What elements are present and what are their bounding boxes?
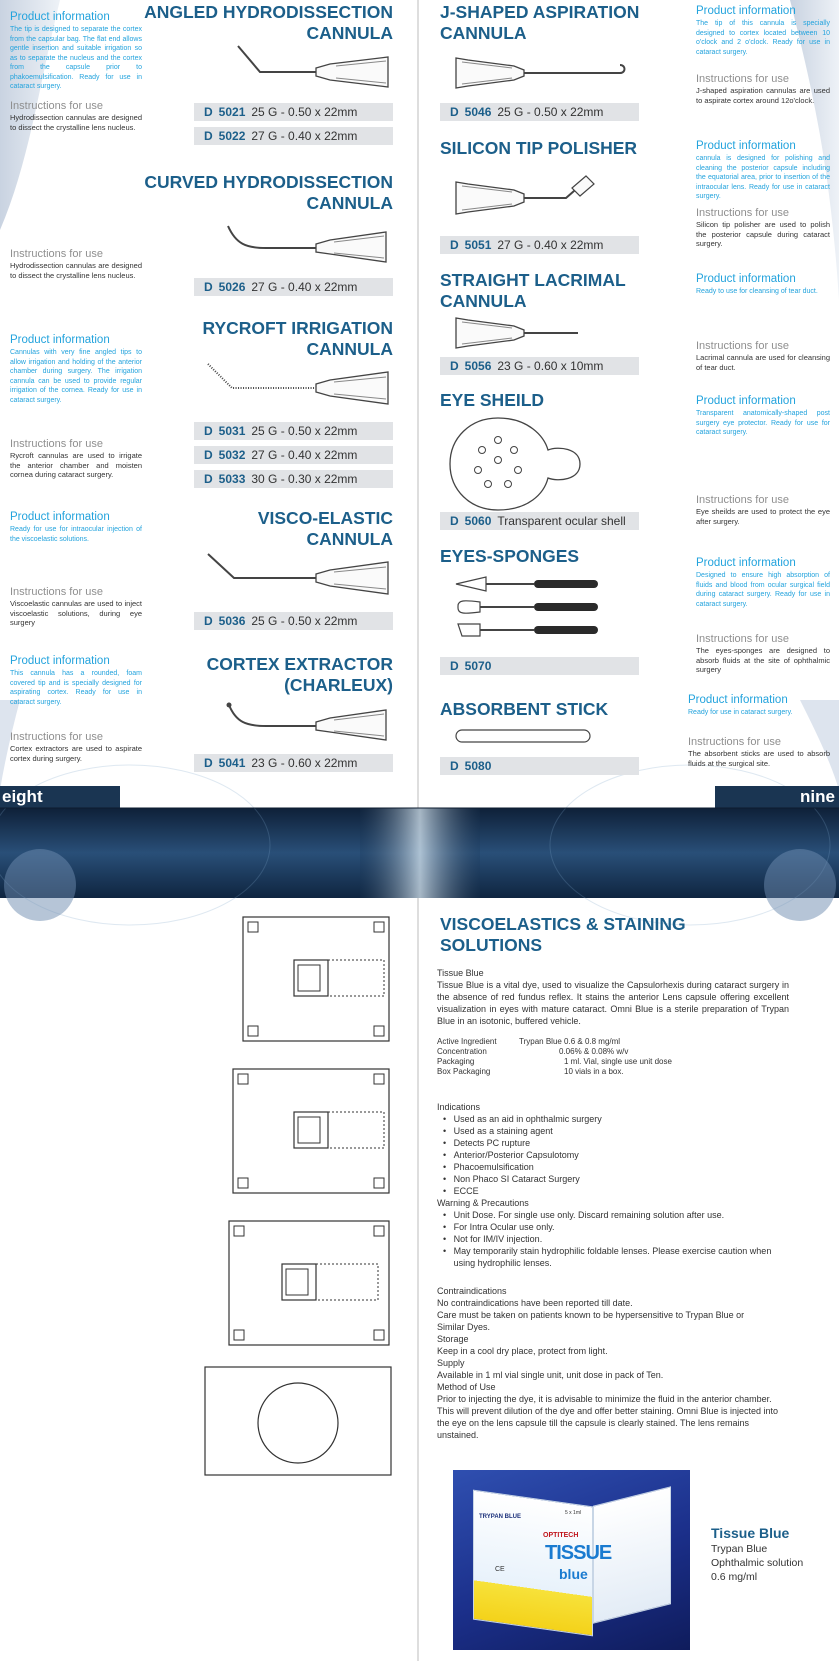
code-row: D 5080: [440, 757, 639, 775]
cortex-title-line2: (CHARLEUX): [284, 675, 393, 695]
indications-block: [437, 1101, 797, 1269]
box-word-tissue: TISSUE: [545, 1542, 612, 1564]
jshaped-iu-text: J-shaped aspiration cannulas are used to aspirate cortex around 12o'clock.: [696, 86, 830, 105]
visco-title-line2: CANNULA: [306, 529, 393, 549]
curved-title-line1: CURVED HYDRODISSECTION: [144, 172, 393, 192]
spec-table: [437, 1037, 757, 1077]
silicon-pi-text: cannula is designed for polishing and cleaning the posterior capsule including the equatorial area, prior to insertion of the intraocular lens. Ready for use in cataract surgery.: [696, 155, 830, 200]
visco-title-line1: VISCO-ELASTIC: [257, 508, 393, 528]
blister-pack-diagram-1: [242, 916, 390, 1042]
angled-iu-heading: Instructions for use: [10, 100, 103, 112]
code-row: D 5051 27 G - 0.40 x 22mm: [440, 236, 639, 254]
jshaped-iu-heading: Instructions for use: [696, 73, 789, 85]
code-row: D 5022 27 G - 0.40 x 22mm: [194, 127, 393, 145]
rycroft-iu-text: Rycroft cannulas are used to irrigate the anterior chamber and moisten cornea during cataract surgery.: [10, 451, 142, 479]
curved-title-line2: CANNULA: [306, 193, 393, 213]
cortex-iu-heading: Instructions for use: [10, 731, 103, 743]
list-item: • Detects PC rupture: [443, 1138, 531, 1148]
stick-pi-heading: Product information: [688, 694, 788, 706]
cortex-title: [140, 654, 393, 696]
jshaped-title-line1: J-SHAPED ASPIRATION: [440, 2, 640, 22]
absorbent-stick-illustration: [454, 728, 594, 744]
storage-text: Keep in a cool dry place, protect from light.: [437, 1346, 608, 1356]
lacrimal-title-line2: CANNULA: [440, 291, 527, 311]
cortex-pi-heading: Product information: [10, 655, 110, 667]
code-row: D 5041 23 G - 0.60 x 22mm: [194, 754, 393, 772]
spec-row: Packaging 1 ml. Vial, single use unit dose: [437, 1057, 672, 1066]
supply-text: Available in 1 ml vial single unit, unit dose in pack of Ten.: [437, 1370, 664, 1380]
silicon-pi-heading: Product information: [696, 140, 796, 152]
tissue-blue-intro: Tissue Blue is a vital dye, used to visualize the Capsulorhexis during cataract surgery in the absence of red fundus reflex. It stains the anterior Lens capsule offering excellent visualization in eyes with mature cataract. Omni Blue is a sterile preparation of Trypan Blue in an isotonic, buffered vehicle.: [437, 980, 789, 1026]
rycroft-title-line1: RYCROFT IRRIGATION: [202, 318, 393, 338]
silicon-iu-heading: Instructions for use: [696, 207, 789, 219]
eye-sponges-illustration: [454, 574, 604, 640]
shield-pi-heading: Product information: [696, 395, 796, 407]
code-row: D 5046 25 G - 0.50 x 22mm: [440, 103, 639, 121]
list-item: • Unit Dose. For single use only. Discard remaining solution after use.: [443, 1210, 725, 1220]
storage-heading: Storage: [437, 1334, 469, 1344]
list-item: • Phacoemulsification: [443, 1162, 534, 1172]
page-number-left: eight: [2, 787, 43, 806]
lacrimal-title: [440, 270, 680, 312]
stick-title: ABSORBENT STICK: [440, 699, 609, 719]
shield-iu-heading: Instructions for use: [696, 494, 789, 506]
cortex-title-line1: CORTEX EXTRACTOR: [206, 654, 393, 674]
lacrimal-pi-text: Ready to use for cleansing of tear duct.: [696, 288, 818, 295]
lacrimal-iu-heading: Instructions for use: [696, 340, 789, 352]
angled-iu-text: Hydrodissection cannulas are designed to dissect the crystalline lens nucleus.: [10, 113, 142, 132]
curved-iu-heading: Instructions for use: [10, 248, 103, 260]
cortex-pi-text: This cannula has a rounded, foam covered tip and is specially designed for aspirating cortex. Ready for use in cataract surgery.: [10, 670, 142, 706]
contra-text-2: Care must be taken on patients known to be hypersensitive to Trypan Blue or Similar Dyes.: [437, 1310, 745, 1332]
visco-iu-text: Viscoelastic cannulas are used to inject viscoelastic solutions, during eye surgery: [10, 599, 142, 627]
warnings-heading: Warning & Precautions: [437, 1198, 529, 1208]
code-row: D 5033 30 G - 0.30 x 22mm: [194, 470, 393, 488]
angled-title: [140, 2, 393, 44]
code-row: D 5070: [440, 657, 639, 675]
code-row: D 5056 23 G - 0.60 x 10mm: [440, 357, 639, 375]
caption-line-1: Trypan Blue: [711, 1543, 768, 1555]
supply-heading: Supply: [437, 1358, 465, 1368]
visco-cannula-illustration: [206, 552, 396, 598]
tissue-blue-label: Tissue Blue: [437, 968, 484, 978]
code-row: D 5036 25 G - 0.50 x 22mm: [194, 612, 393, 630]
rycroft-cannula-illustration: [206, 362, 396, 408]
sponges-iu-heading: Instructions for use: [696, 633, 789, 645]
blister-pack-diagram-2: [232, 1068, 390, 1194]
rycroft-pi-heading: Product information: [10, 334, 110, 346]
rycroft-title-line2: CANNULA: [306, 339, 393, 359]
lacrimal-iu-text: Lacrimal cannula are used for cleansing of tear duct.: [696, 353, 830, 372]
stick-iu-text: The absorbent sticks are used to absorb fluids at the surgical site.: [688, 749, 830, 768]
lacrimal-pi-heading: Product information: [696, 273, 796, 285]
silicon-iu-text: Silicon tip polisher are used to polish the posterior capsule during cataract surgery.: [696, 220, 830, 248]
jshaped-cannula-illustration: [454, 56, 630, 90]
cortex-iu-text: Cortex extractors are used to aspirate cortex during surgery.: [10, 744, 142, 763]
jshaped-pi-heading: Product information: [696, 5, 796, 17]
spec-row: Box Packaging 10 vials in a box.: [437, 1067, 624, 1076]
list-item: • Anterior/Posterior Capsulotomy: [443, 1150, 579, 1160]
method-text: Prior to injecting the dye, it is advisable to minimize the fluid in the anterior chamber. This will prevent dilution of the dye and offer better staining. Omni Blue is injected into the eye on the lens capsule till the capsule is clearly stained. The lens remains unstained.: [437, 1394, 779, 1440]
curved-title: [130, 172, 393, 214]
sponges-pi-heading: Product information: [696, 557, 796, 569]
product-box-image: [453, 1470, 690, 1650]
lacrimal-title-line1: STRAIGHT LACRIMAL: [440, 270, 626, 290]
angled-pi-heading: Product information: [10, 11, 110, 23]
spec-row: Concentration 0.06% & 0.08% w/v: [437, 1047, 629, 1056]
angled-cannula-illustration: [236, 44, 396, 90]
visco-title: [140, 508, 393, 550]
stick-iu-heading: Instructions for use: [688, 736, 781, 748]
code-row: D 5060 Transparent ocular shell: [440, 512, 639, 530]
lacrimal-cannula-illustration: [454, 316, 594, 350]
visco-iu-heading: Instructions for use: [10, 586, 103, 598]
visco-pi-heading: Product information: [10, 511, 110, 523]
visco-pi-text: Ready for use for intraocular injection of the viscoelastic solutions.: [10, 526, 142, 543]
jshaped-title-line2: CANNULA: [440, 23, 527, 43]
angled-title-line2: CANNULA: [306, 23, 393, 43]
silicon-polisher-illustration: [454, 178, 630, 218]
visco-section-title-line1: VISCOELASTICS & STAINING: [440, 914, 686, 934]
shield-iu-text: Eye sheilds are used to protect the eye after surgery.: [696, 507, 830, 526]
code-row: D 5026 27 G - 0.40 x 22mm: [194, 278, 393, 296]
rycroft-title: [140, 318, 393, 360]
rycroft-pi-text: Cannulas with very fine angled tips to allow irrigation and holding of the anterior chamber during surgery. The irrigation cannula can be used to provide regular irrigation of the cornea. Ready for use in cataract surgery.: [10, 349, 142, 404]
curved-cannula-illustration: [226, 224, 396, 264]
visco-section-title: [440, 914, 740, 956]
cortex-cannula-illustration: [226, 702, 396, 742]
blister-pack-diagram-3: [228, 1220, 390, 1346]
box-small-label: TRYPAN BLUE: [479, 1514, 521, 1520]
caption-line-2: Ophthalmic solution: [711, 1557, 804, 1569]
method-heading: Method of Use: [437, 1382, 496, 1392]
code-row: D 5032 27 G - 0.40 x 22mm: [194, 446, 393, 464]
angled-pi-text: The tip is designed to separate the cortex from the capsular bag. The flat end allows gentle insertion and suitable irrigation so as to separate the nucleus and the cortex from the capsule prior to phakoemulsification. Ready for use in cataract surgery.: [10, 26, 142, 90]
list-item: • Non Phaco SI Cataract Surgery: [443, 1174, 580, 1184]
curved-iu-text: Hydrodissection cannulas are designed to dissect the crystalline lens nucleus.: [10, 261, 142, 280]
caption-line-3: 0.6 mg/ml: [711, 1571, 758, 1583]
contra-text-1: No contraindications have been reported till date.: [437, 1298, 633, 1308]
code-row: D 5031 25 G - 0.50 x 22mm: [194, 422, 393, 440]
silicon-title: SILICON TIP POLISHER: [440, 138, 638, 158]
shield-title: EYE SHEILD: [440, 390, 545, 410]
list-item: • Used as a staining agent: [443, 1126, 553, 1136]
jshaped-title: [440, 2, 680, 44]
list-item: • ECCE: [443, 1186, 479, 1196]
list-item: • Used as an aid in ophthalmic surgery: [443, 1114, 602, 1124]
caption-title: Tissue Blue: [711, 1525, 790, 1541]
box-brand: OPTITECH: [543, 1532, 579, 1539]
code-row: D 5021 25 G - 0.50 x 22mm: [194, 103, 393, 121]
product-caption: [711, 1524, 831, 1584]
spec-row: Active Ingredient Trypan Blue 0.6 & 0.8 mg/ml: [437, 1037, 621, 1046]
indications-heading: Indications: [437, 1102, 481, 1112]
box-ce-mark: CE: [495, 1566, 505, 1573]
sponges-pi-text: Designed to ensure high absorption of fluids and blood from ocular surgical field during cataract surgery. Ready for use in cataract surgery.: [696, 572, 830, 608]
rycroft-iu-heading: Instructions for use: [10, 438, 103, 450]
shield-pi-text: Transparent anatomically-shaped post surgery eye protector. Ready for use for cataract surgery.: [696, 410, 830, 436]
box-count: 5 x 1ml: [565, 1510, 582, 1516]
list-item: • May temporarily stain hydrophilic foldable lenses. Please exercise caution when using hydrophilic lenses.: [443, 1246, 772, 1268]
sponges-iu-text: The eyes-sponges are designed to absorb fluids at the site of ophthalmic surgery: [696, 646, 830, 674]
angled-title-line1: ANGLED HYDRODISSECTION: [144, 2, 393, 22]
lens-pouch-diagram: [204, 1366, 392, 1476]
box-word-blue: blue: [559, 1566, 588, 1582]
sponges-title: EYES-SPONGES: [440, 546, 580, 566]
visco-section-title-line2: SOLUTIONS: [440, 935, 543, 955]
stick-pi-text: Ready for use in cataract surgery.: [688, 709, 793, 716]
page-number-right: nine: [800, 787, 835, 806]
jshaped-pi-text: The tip of this cannula is specially designed to cortex located between 10 o'clock and 2 o'clock. Ready for use in cataract surgery.: [696, 20, 830, 56]
contra-heading: Contraindications: [437, 1286, 507, 1296]
eye-shield-illustration: [448, 416, 588, 512]
list-item: • For Intra Ocular use only.: [443, 1222, 555, 1232]
contraindications-block: [437, 1285, 789, 1441]
list-item: • Not for IM/IV injection.: [443, 1234, 543, 1244]
